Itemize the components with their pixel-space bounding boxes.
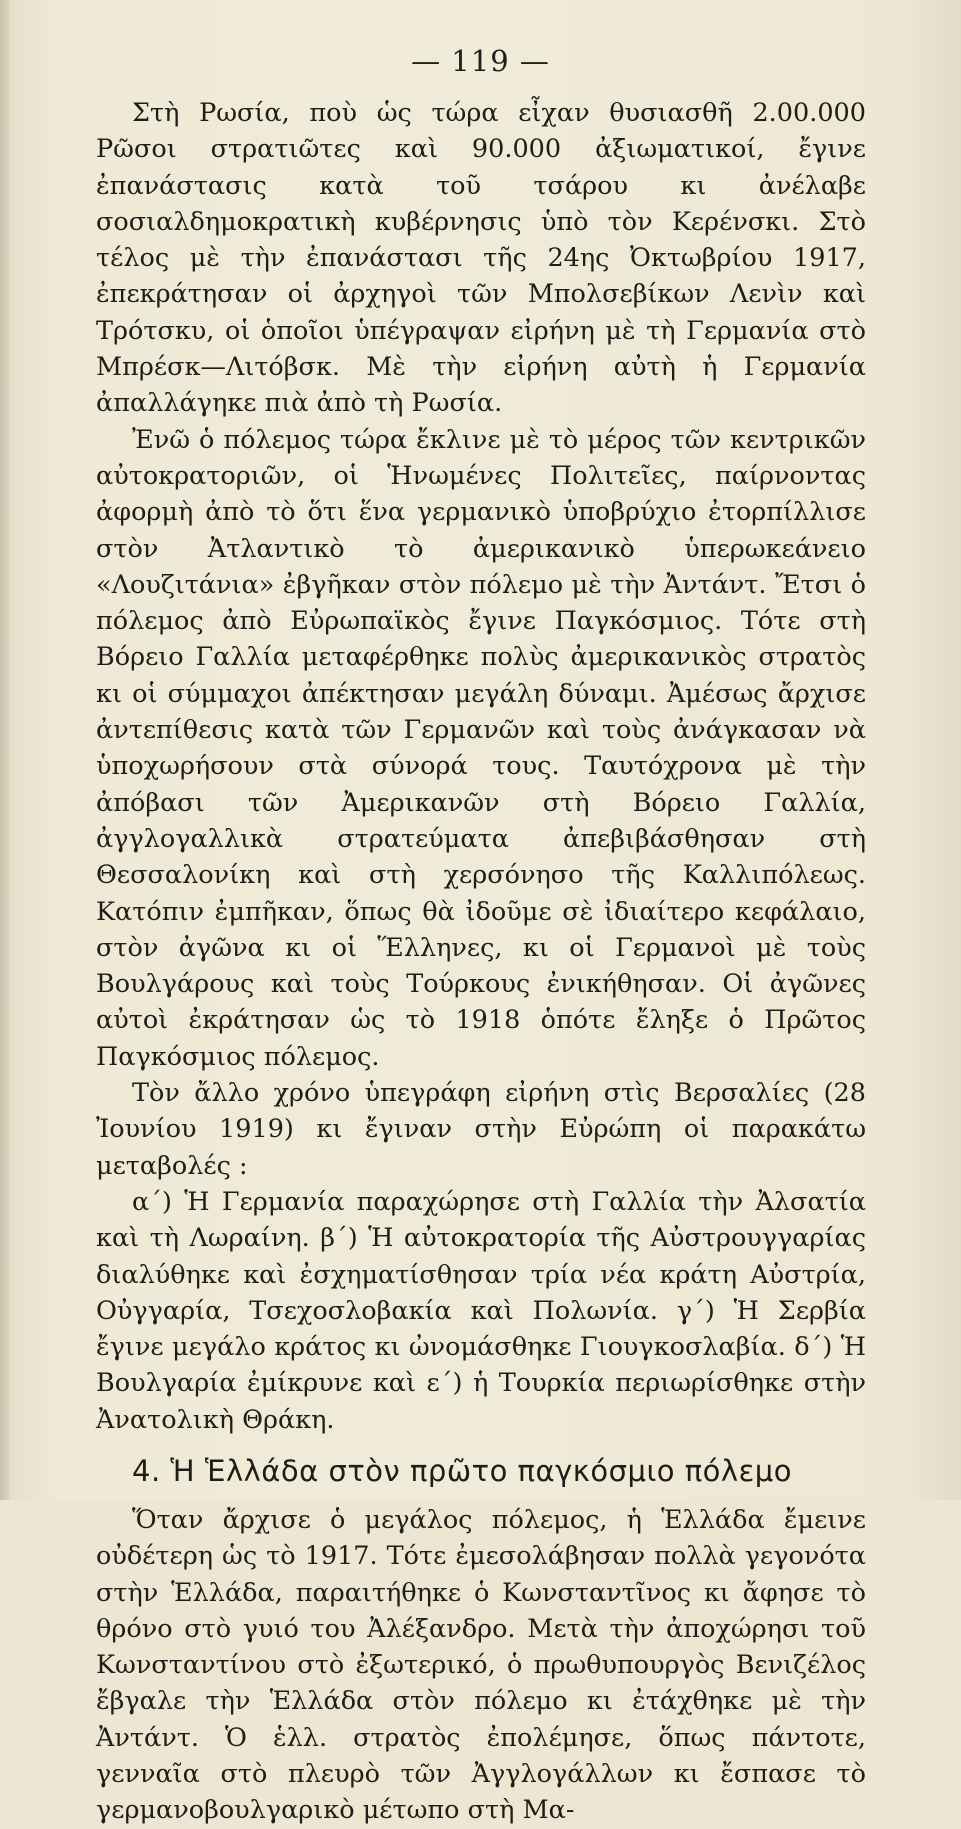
page-body bbox=[96, 95, 866, 1829]
paragraph-versailles-treaty: Τὸν ἄλλο χρόνο ὑπεγράφη εἰρήνη στὶς Βερσαλίες (28 Ἰουνίου 1919) κι ἔγιναν στὴν Εὐρώπη οἱ παρακάτω μεταβολές : bbox=[96, 1078, 866, 1181]
paragraph-russia-revolution: Στὴ Ρωσία, ποὺ ὡς τώρα εἶχαν θυσιασθῆ 2.00.000 Ρῶσοι στρατιῶτες καὶ 90.000 ἀξιωματικοί, ἔγινε ἐπανάστασις κατὰ τοῦ τσάρου κι ἀνέλαβε σοσιαλδημοκρατικὴ κυβέρνησις ὑπὸ τὸν Κερένσκι. Στὸ τέλος μὲ τὴν ἐπανάστασι τῆς 24ης Ὀκτωβρίου 1917, ἐπεκράτησαν οἱ ἀρχηγοὶ τῶν Μπολσεβίκων Λενὶν καὶ Τρότσκυ, οἱ ὁποῖοι ὑπέγραψαν εἰρήνη μὲ τὴ Γερμανία στὸ Μπρέσκ—Λιτόβσκ. Μὲ τὴν εἰρήνη αὐτὴ ἡ Γερμανία ἀπαλλάγηκε πιὰ ἀπὸ τὴ Ρωσία. bbox=[96, 98, 866, 419]
page-binding-edge bbox=[0, 0, 10, 1500]
paragraph-usa-enters-war: Ἐνῶ ὁ πόλεμος τώρα ἔκλινε μὲ τὸ μέρος τῶν κεντρικῶν αὐτοκρατοριῶν, οἱ Ἡνωμένες Πολιτεῖες, παίρνοντας ἀφορμὴ ἀπὸ τὸ ὅτι ἕνα γερμανικὸ ὑποβρύχιο ἐτορπίλλισε στὸν Ἀτλαντικὸ τὸ ἀμερικανικὸ ὑπερωκεάνειο «Λουζιτάνια» ἐβγῆκαν στὸν πόλεμο μὲ τὴν Ἀντάντ. Ἔτσι ὁ πόλεμος ἀπὸ Εὐρωπαϊκὸς ἔγινε Παγκόσμιος. Τότε στὴ Βόρειο Γαλλία μεταφέρθηκε πολὺς ἀμερικανικὸς στρατὸς κι οἱ σύμμαχοι ἀπέκτησαν μεγάλη δύναμι. Ἀμέσως ἄρχισε ἀντεπίθεσις κατὰ τῶν Γερμανῶν καὶ τοὺς ἀνάγκασαν νὰ ὑποχωρήσουν στὰ σύνορά τους. Ταυτόχρονα μὲ τὴν ἀπόβασι τῶν Ἀμερικανῶν στὴ Βόρειο Γαλλία, ἀγγλογαλλικὰ στρατεύματα ἀπεβιβάσθησαν στὴ Θεσσαλονίκη καὶ στὴ χερσόνησο τῆς Καλλιπόλεως. Κατόπιν ἐμπῆκαν, ὅπως θὰ ἰδοῦμε σὲ ἰδιαίτερο κεφάλαιο, στὸν ἀγῶνα κι οἱ Ἕλληνες, κι οἱ Γερμανοὶ μὲ τοὺς Βουλγάρους καὶ τοὺς Τούρκους ἐνικήθησαν. Οἱ ἀγῶνες αὐτοὶ ἐκράτησαν ὡς τὸ 1918 ὁπότε ἔληξε ὁ Πρῶτος Παγκόσμιος πόλεμος. bbox=[96, 424, 866, 1072]
page-number: — 119 — bbox=[411, 44, 550, 78]
section-heading: 4. Ἡ Ἑλλάδα στὸν πρῶτο παγκόσμιο πόλεμο bbox=[132, 1453, 792, 1488]
paragraph-greece-in-war: Ὅταν ἄρχισε ὁ μεγάλος πόλεμος, ἡ Ἑλλάδα ἔμεινε οὐδέτερη ὡς τὸ 1917. Τότε ἐμεσολάβησαν πολλὰ γεγονότα στὴν Ἑλλάδα, παραιτήθηκε ὁ Κωνσταντῖνος κι ἄφησε τὸ θρόνο στὸ γυιό του Ἀλέξανδρο. Μετὰ τὴν ἀποχώρησι τοῦ Κωνσταντίνου στὸ ἐξωτερικό, ὁ πρωθυπουργὸς Βενιζέλος ἔβγαλε τὴν Ἑλλάδα στὸν πόλεμο κι ἐτάχθηκε μὲ τὴν Ἀντάντ. Ὁ ἑλλ. στρατὸς ἐπολέμησε, ὅπως πάντοτε, γενναῖα στὸ πλευρὸ τῶν Ἀγγλογάλλων κι ἔσπασε τὸ γερμανοβουλγαρικὸ μέτωπο στὴ Μα- bbox=[96, 1504, 866, 1826]
paragraph-territorial-changes: α΄) Ἡ Γερμανία παραχώρησε στὴ Γαλλία τὴν Ἀλσατία καὶ τὴ Λωραίνη. β΄) Ἡ αὐτοκρατορία τῆς Αὐστρουγγαρίας διαλύθηκε καὶ ἐσχηματίσθησαν τρία νέα κράτη Αὐστρία, Οὐγγαρία, Τσεχοσλοβακία καὶ Πολωνία. γ΄) Ἡ Σερβία ἔγινε μεγάλο κράτος κι ὠνομάσθηκε Γιουγκοσλαβία. δ΄) Ἡ Βουλγαρία ἐμίκρυνε καὶ ε΄) ἡ Τουρκία περιωρίσθηκε στὴν Ἀνατολικὴ Θράκη. bbox=[96, 1186, 866, 1435]
